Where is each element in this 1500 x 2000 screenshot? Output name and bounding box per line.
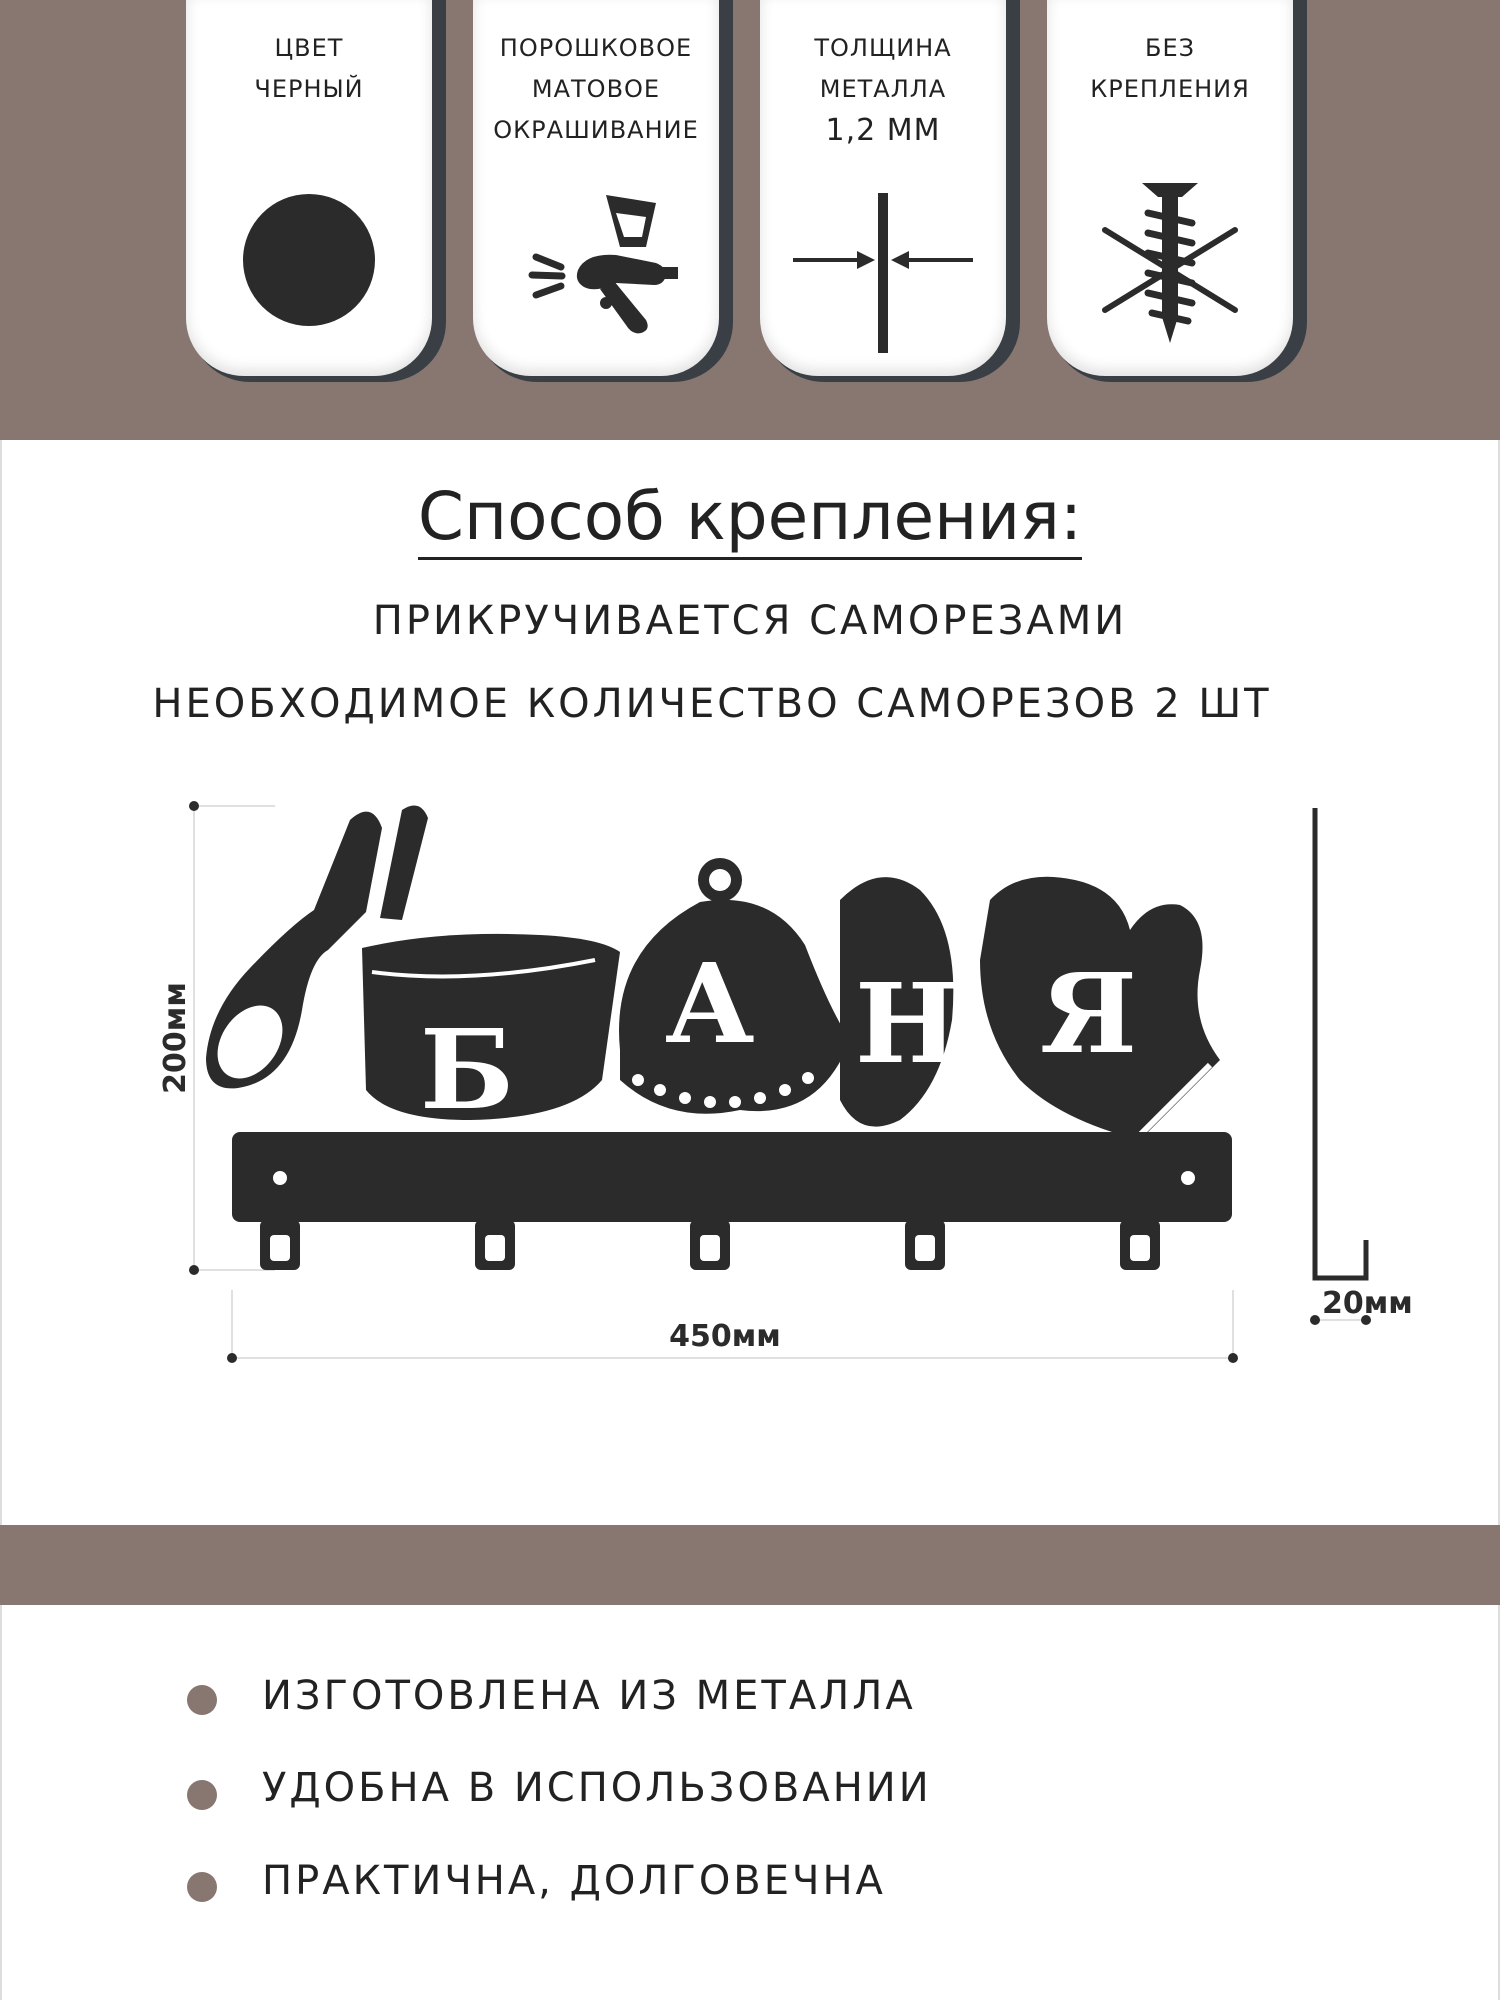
- bullet-dot: [187, 1780, 217, 1810]
- bullet-dot: [187, 1872, 217, 1902]
- badge-line: КРЕПЛЕНИЯ: [1090, 75, 1250, 103]
- letter-ya: Я: [1040, 949, 1138, 1078]
- letter-b: Б: [420, 1005, 514, 1134]
- product-drawing: [140, 780, 1460, 1380]
- badge-color: [186, 0, 432, 376]
- feature-item: УДОБНА В ИСПОЛЬЗОВАНИИ: [262, 1765, 932, 1811]
- crossed-screw-icon: [1070, 175, 1270, 355]
- side-profile: [1310, 808, 1413, 1325]
- badge-line: ПОРОШКОВОЕ: [499, 34, 693, 62]
- thickness-arrows-icon: [783, 175, 983, 355]
- depth-label: 20мм: [1322, 1286, 1413, 1321]
- mounting-heading: [0, 478, 1500, 555]
- badge-color-text: [186, 28, 432, 110]
- badge-no-fastening-text: [1047, 28, 1293, 110]
- feature-item: ИЗГОТОВЛЕНА ИЗ МЕТАЛЛА: [262, 1673, 916, 1719]
- mounting-line-1: ПРИКРУЧИВАЕТСЯ САМОРЕЗАМИ: [372, 598, 1128, 644]
- black-circle-icon: [209, 175, 409, 355]
- badge-thickness: [760, 0, 1006, 376]
- letter-n: Н: [855, 959, 959, 1088]
- mounting-heading-text: Способ крепления:: [418, 478, 1082, 560]
- badge-line: ЧЕРНЫЙ: [254, 75, 364, 103]
- badge-coating: [473, 0, 719, 376]
- badge-line: БЕЗ: [1144, 34, 1195, 62]
- letter-a: А: [665, 939, 755, 1068]
- bullet-dot: [187, 1685, 217, 1715]
- badge-line: ЦВЕТ: [274, 34, 344, 62]
- badge-line: 1,2 ММ: [825, 113, 941, 148]
- badge-no-fastening: [1047, 0, 1293, 376]
- width-dimension: [227, 1290, 1238, 1363]
- badge-line: МАТОВОЕ: [531, 75, 661, 103]
- height-label: 200мм: [158, 982, 193, 1094]
- badge-line: ТОЛЩИНА: [814, 34, 952, 62]
- feature-item: ПРАКТИЧНА, ДОЛГОВЕЧНА: [262, 1858, 886, 1904]
- mounting-line-2: НЕОБХОДИМОЕ КОЛИЧЕСТВО САМОРЕЗОВ 2 ШТ: [152, 681, 1272, 727]
- badge-thickness-text: [760, 28, 1006, 151]
- badge-line: ОКРАШИВАНИЕ: [493, 116, 699, 144]
- width-label: 450мм: [669, 1319, 781, 1354]
- middle-band: [0, 1525, 1500, 1605]
- badge-coating-text: [473, 28, 719, 151]
- spray-gun-icon: [496, 175, 696, 355]
- badge-line: МЕТАЛЛА: [819, 75, 947, 103]
